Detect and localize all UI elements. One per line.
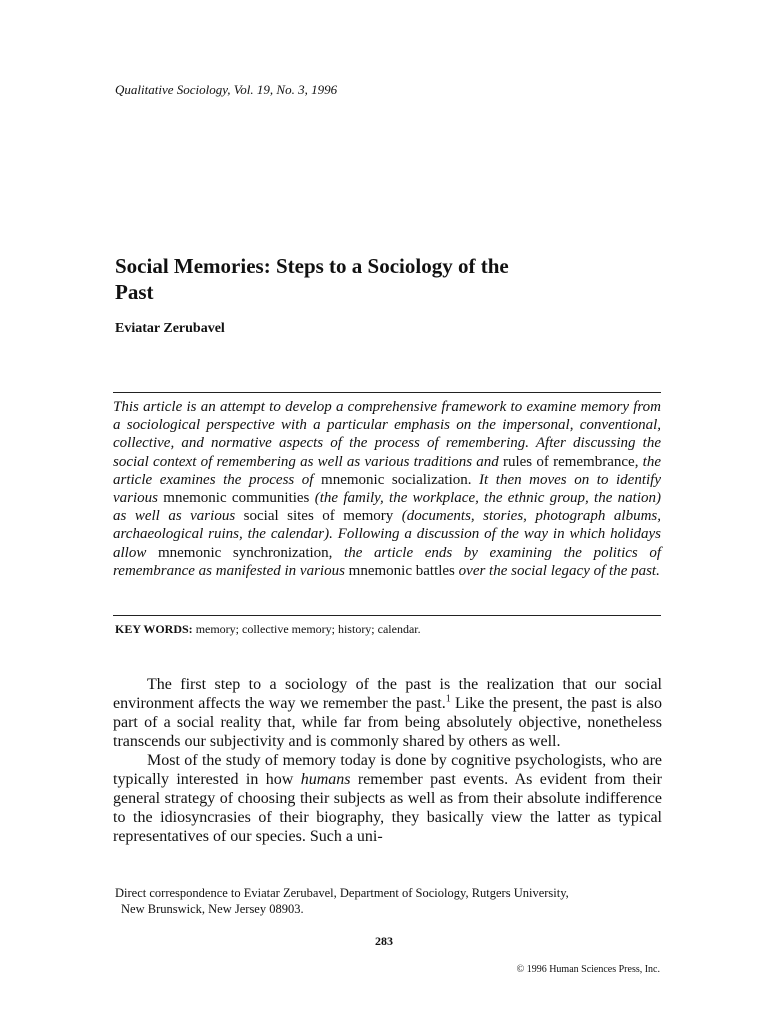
abstract-segment: (the family, the workplace, the ethnic group, the nation) as well as various bbox=[113, 490, 661, 525]
abstract-segment: mnemonic battles bbox=[348, 562, 459, 579]
body-text bbox=[113, 675, 662, 846]
abstract-segment: It then moves on to identify various bbox=[113, 471, 661, 507]
article-title bbox=[115, 253, 655, 305]
paragraph-2 bbox=[113, 751, 662, 846]
abstract-segment: the article ends by examining the politics of remembrance as manifested in various bbox=[113, 544, 661, 579]
abstract-segment: mnemonic socialization. bbox=[321, 471, 480, 488]
abstract-segment: This article is an attempt to develop a comprehensive framework to examine memory from a sociological perspective with a particular emphasis on the impersonal, conventional, collective, and normative aspects of the process of remembering. After discussing the social context of remembering as well as various traditions and bbox=[113, 399, 661, 470]
abstract-segment: rules of remembrance, bbox=[502, 453, 643, 470]
keywords bbox=[115, 622, 663, 637]
paragraph-1 bbox=[113, 675, 662, 751]
correspondence-footnote bbox=[115, 885, 663, 917]
paragraph-2-emphasis: humans bbox=[300, 771, 351, 788]
abstract bbox=[113, 398, 661, 580]
abstract-segment: mnemonic synchronization, bbox=[157, 544, 345, 561]
paragraph-1-text-a: The first step to a sociology of the past is the realization that our social environment affects the way we remember the past. bbox=[113, 676, 662, 712]
paragraph-2-text-a: Most of the study of memory today is done by cognitive psychologists, who are typically interested in how bbox=[113, 752, 662, 788]
journal-citation: Qualitative Sociology, Vol. 19, No. 3, 1996 bbox=[115, 82, 338, 97]
keywords-label: KEY WORDS: bbox=[115, 622, 193, 636]
copyright-notice: © 1996 Human Sciences Press, Inc. bbox=[516, 964, 660, 975]
abstract-segment: mnemonic communities bbox=[163, 490, 315, 507]
footnote-line-1: Direct correspondence to Eviatar Zerubavel, Department of Sociology, Rutgers University, bbox=[115, 886, 569, 900]
keywords-list: memory; collective memory; history; calendar. bbox=[192, 622, 421, 636]
footnote-marker: 1 bbox=[445, 693, 451, 705]
paragraph-1-text-b: Like the present, the past is also part of a social reality that, while far from being absolutely objective, nonetheless transcends our subjectivity and is commonly shared by others as well. bbox=[113, 695, 662, 750]
abstract-segment: over the social legacy of the past. bbox=[458, 562, 660, 579]
footnote-line-2: New Brunswick, New Jersey 08903. bbox=[121, 902, 304, 916]
title-line-1: Social Memories: Steps to a Sociology of the bbox=[115, 254, 509, 278]
abstract-segment: the article examines the process of bbox=[113, 453, 661, 488]
abstract-segment: social sites of memory bbox=[243, 508, 402, 525]
author-name: Eviatar Zerubavel bbox=[115, 321, 225, 336]
abstract-segment: (documents, stories, photograph albums, archaeological ruins, the calendar). Following a discussion of the way in which holidays allow bbox=[113, 508, 662, 561]
title-line-2: Past bbox=[115, 280, 154, 304]
page-number: 283 bbox=[375, 934, 393, 948]
paragraph-2-text-b: remember past events. As evident from their general strategy of choosing their subjects as well as from their absolute indifference to the idiosyncrasies of their biography, they basically view the latter as typical representatives of our species. Such a uni- bbox=[113, 771, 662, 845]
